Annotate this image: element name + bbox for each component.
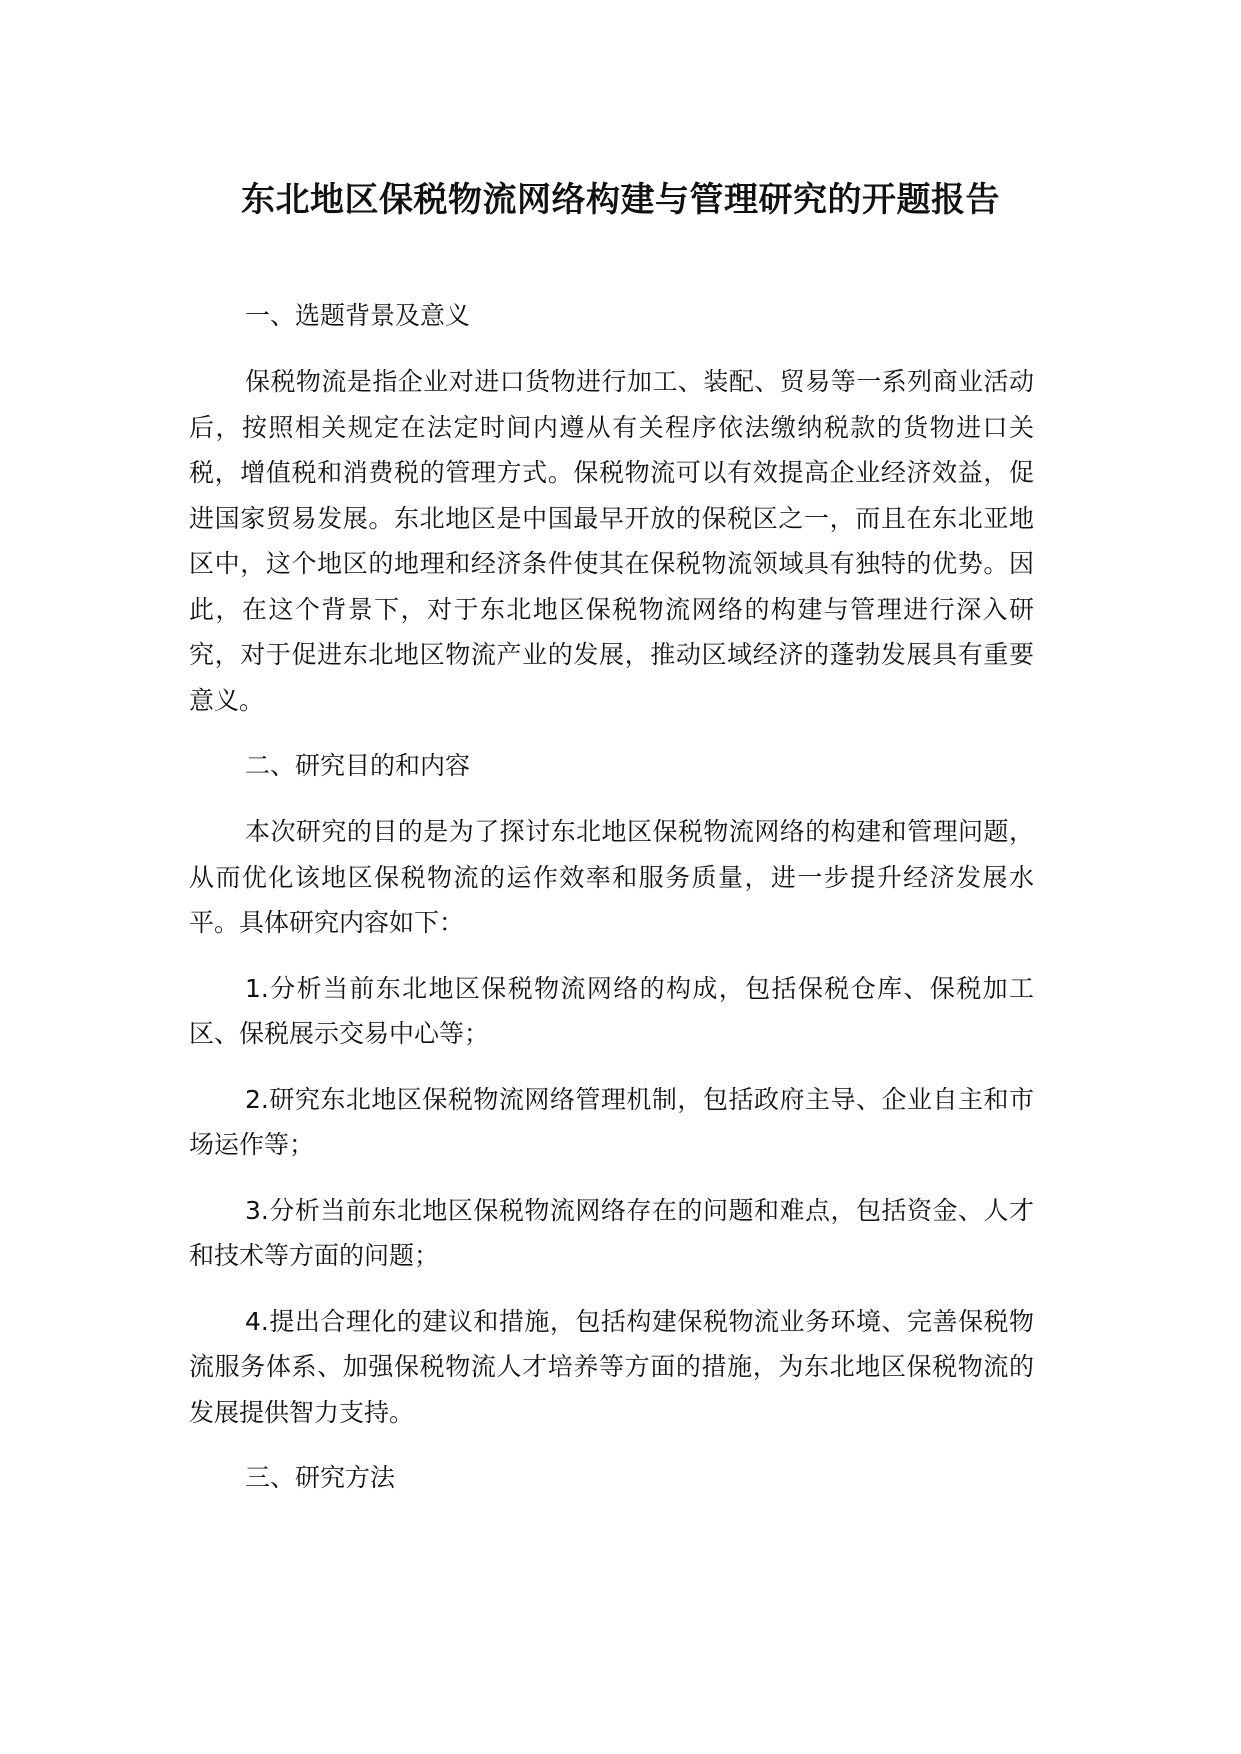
list-item: 1.分析当前东北地区保税物流网络的构成，包括保税仓库、保税加工区、保税展示交易中心等； [189,973,1034,1048]
list-item: 4.提出合理化的建议和措施，包括构建保税物流业务环境、完善保税物流服务体系、加强保税物流人才培养等方面的措施，为东北地区保税物流的发展提供智力支持。 [189,1306,1034,1427]
section-heading: 二、研究目的和内容 [245,751,471,780]
document-body [189,293,1034,1521]
paragraph: 保税物流是指企业对进口货物进行加工、装配、贸易等一系列商业活动后，按照相关规定在法定时间内遵从有关程序依法缴纳税款的货物进口关税，增值税和消费税的管理方式。保税物流可以有效提高企业经济效益，促进国家贸易发展。东北地区是中国最早开放的保税区之一，而且在东北亚地区中，这个地区的地理和经济条件使其在保税物流领域具有独特的优势。因此，在这个背景下，对于东北地区保税物流网络的构建与管理进行深入研究，对于促进东北地区物流产业的发展，推动区域经济的蓬勃发展具有重要意义。 [189,367,1034,715]
section-methods [189,1455,1034,1501]
document-title: 东北地区保税物流网络构建与管理研究的开题报告 [241,180,1000,220]
paragraph: 本次研究的目的是为了探讨东北地区保税物流网络的构建和管理问题，从而优化该地区保税物流的运作效率和服务质量，进一步提升经济发展水平。具体研究内容如下： [189,817,1034,937]
list-item: 3.分析当前东北地区保税物流网络存在的问题和难点，包括资金、人才和技术等方面的问题； [189,1195,1034,1270]
list-item: 2.研究东北地区保税物流网络管理机制，包括政府主导、企业自主和市场运作等； [189,1084,1034,1159]
section-objectives [189,743,1034,1435]
section-background [189,293,1034,723]
section-heading: 三、研究方法 [245,1463,396,1492]
section-heading: 一、选题背景及意义 [245,301,471,330]
